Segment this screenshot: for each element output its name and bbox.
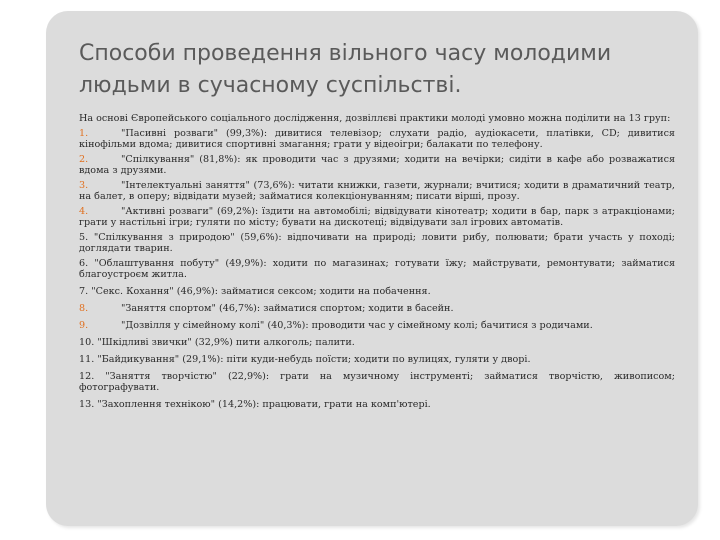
list-item-text: "Заняття творчістю" (22,9%): грати на музичному інструменті; займатися творчістю, живописом; фотографувати. [79,371,675,393]
list-item-number: 5. [79,232,89,243]
list-item-4 [79,206,675,228]
list-item-13 [79,399,675,410]
list-item-number: 13. [79,399,95,410]
list-item-7 [79,286,675,297]
list-item-text: "Інтелектуальні заняття" (73,6%): читати книжки, газети, журнали; вчитися; ходити в драматичний театр, на балет, в оперу; відвідати музей; займатися колекціонуванням; писати вірші, прозу. [79,180,675,202]
list-item-number: 8. [79,303,89,314]
list-item-text: "Пасивні розваги" (99,3%): дивитися телевізор; слухати радіо, аудіокасети, платівки, CD; дивитися кінофільми вдома; дивитися спортивні змагання; грати у відеоігри; балакати по телефону. [79,128,675,150]
list-item-number: 2. [79,154,89,165]
list-item-8 [79,303,675,314]
list-item-number: 3. [79,180,89,191]
list-item-1 [79,128,675,150]
list-item-11 [79,354,675,365]
list-item-text: "Активні розваги" (69,2%): їздити на автомобілі; відвідувати кінотеатр; ходити в бар, парк з атракціонами; грати у настільні ігри; гуляти по місту; бувати на дискотеці; відвідувати зал ігрових автоматів. [79,206,675,228]
slide-title: Способи проведення вільного часу молодими людьми в сучасному суспільстві. [79,41,612,98]
list-item-number: 12. [79,371,95,382]
list-item-text: "Заняття спортом" (46,7%): займатися спортом; ходити в басейн. [121,303,454,314]
list-item-6 [79,258,675,280]
list-item-5 [79,232,675,254]
intro-paragraph: На основі Європейського соціального дослідження, дозвіллєві практики молоді умовно можна поділити на 13 груп: [79,113,671,124]
list-item-text: "Секс. Кохання" (46,9%): займатися сексом; ходити на побачення. [91,286,431,297]
list-item-number: 1. [79,128,89,139]
list-item-number: 10. [79,337,95,348]
list-item-3 [79,180,675,202]
list-item-text: "Спілкування" (81,8%): як проводити час з друзями; ходити на вечірки; сидіти в кафе або розважатися вдома з друзями. [79,154,675,176]
list-item-number: 6. [79,258,89,269]
list-item-10 [79,337,675,348]
list-item-number: 9. [79,320,89,331]
list-item-number: 7. [79,286,89,297]
list-item-text: "Спілкування з природою" (59,6%): відпочивати на природі; ловити рибу, полювати; брати участь у поході; доглядати тварин. [79,232,675,254]
list-item-12 [79,371,675,393]
list-item-9 [79,320,675,331]
list-item-number: 11. [79,354,95,365]
list-item-number: 4. [79,206,89,217]
list-item-text: "Облаштування побуту" (49,9%): ходити по магазинах; готувати їжу; майструвати, ремонтувати; займатися благоустроєм житла. [79,258,675,280]
list-item-2 [79,154,675,176]
slide-body [79,113,675,414]
list-item-text: "Захоплення технікою" (14,2%): працювати, грати на комп'ютері. [97,399,431,410]
list-item-text: "Байдикування" (29,1%): піти куди-небудь поїсти; ходити по вулицях, гуляти у дворі. [97,354,531,365]
list-item-text: "Дозвілля у сімейному колі" (40,3%): проводити час у сімейному колі; бачитися з родичами. [121,320,593,331]
list-item-text: "Шкідливі звички" (32,9%) пити алкоголь; палити. [97,337,355,348]
